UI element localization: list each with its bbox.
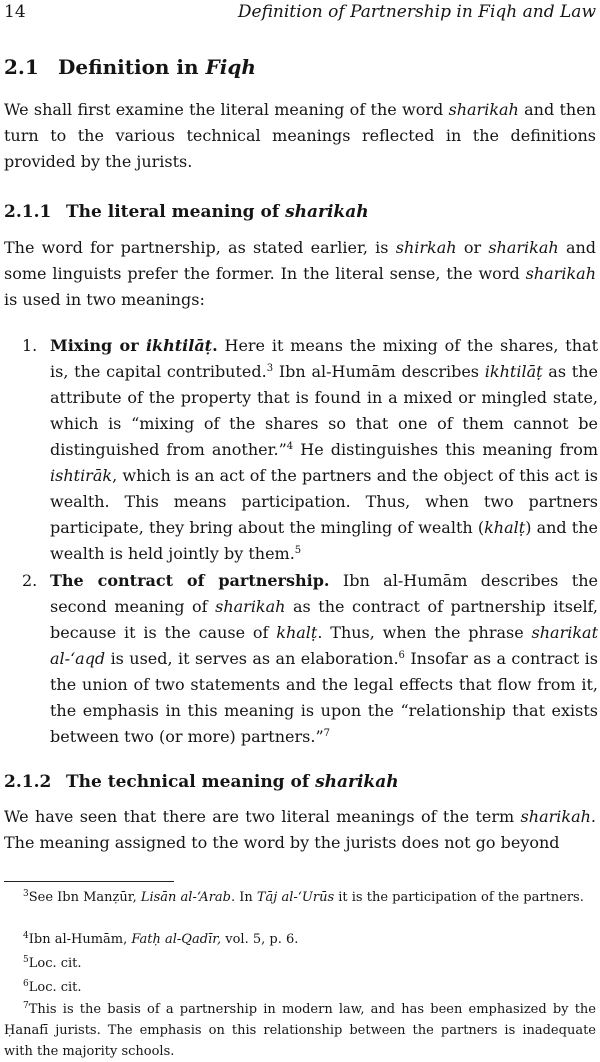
list-item-contract [22, 568, 598, 750]
subsection-number: 2.1.1 [4, 202, 52, 222]
list-item-text: Mixing or ikhtilāṭ. Here it means the mixing of the shares, that is, the capital contributed.$^3$ Ibn al-Humām describes ikhtilāṭ as the attribute of the property that is found in a mixed or mingled state, which is “mixing of the shares so that one of them cannot be distinguished from another.”$^4$ He distinguishes this meaning from ishtirāk, which is an act of the partners and the object of this act is wealth. This means participation. Thus, when two partners participate, they bring about the mingling of wealth (khalṭ) and the wealth is held jointly by them.$^5$ [50, 336, 599, 563]
section-heading [4, 55, 256, 79]
subsection-heading-literal [4, 201, 369, 223]
subsection-number: 2.1.2 [4, 772, 52, 792]
footnote-6: $^6$Loc. cit. [23, 979, 82, 995]
footnote-divider [4, 881, 174, 882]
footnote-4: $^4$Ibn al-Humām, Fatḥ al-Qadīr, vol. 5, p. 6. [23, 931, 299, 947]
footnote-3: $^3$See Ibn Manẓūr, Lisān al-‘Arab. In Tāj al-‘Urūs it is the participation of the partners. [23, 889, 584, 905]
running-title: Definition of Partnership in Fiqh and Law [237, 2, 596, 22]
literal-paragraph: The word for partnership, as stated earlier, is shirkah or sharikah and some linguists prefer the former. In the literal sense, the word sharikah is used in two meanings: [4, 238, 597, 309]
technical-paragraph: We have seen that there are two literal meanings of the term sharikah. The meaning assigned to the word by the jurists does not go beyond [4, 807, 596, 852]
subsection-title-italic: sharikah [315, 772, 399, 792]
list-item-number: 1. [22, 336, 38, 355]
subsection-title-italic: sharikah [285, 202, 369, 222]
section-title-italic: Fiqh [205, 55, 256, 79]
footnote-ref: 6 [398, 650, 405, 661]
subsection-title: The technical meaning of [66, 772, 310, 792]
footnote-7: $^7$This is the basis of a partnership in modern law, and has been emphasized by the Ḥanafī jurists. The emphasis on this relationship between the partners is inadequate with the majority schools. [4, 1001, 596, 1059]
list-item-text: The contract of partnership. Ibn al-Humām describes the second meaning of sharikah as the contract of partnership itself, because it is the cause of khalṭ. Thus, when the phrase sharikat al-‘aqd is used, it serves as an elaboration.$^6$ Insofar as a contract is the union of two statements and the legal effects that flow from it, the emphasis in this meaning is upon the “relationship that exists between two (or more) partners.”$^7$ [50, 571, 599, 746]
footnote-ref: 5 [294, 545, 302, 556]
footnote-ref: 7 [323, 728, 330, 739]
section-title: Definition in [58, 55, 199, 79]
footnote-ref: 4 [286, 441, 294, 452]
footnote-ref: 3 [266, 363, 274, 374]
footnote-5: $^5$Loc. cit. [23, 955, 82, 971]
intro-paragraph: We shall first examine the literal meaning of the word sharikah and then turn to the various technical meanings reflected in the definitions provided by the jurists. [4, 100, 597, 171]
page-number: 14 [4, 2, 26, 22]
list-item-mixing [22, 333, 598, 567]
list-item-number: 2. [22, 571, 38, 590]
subsection-heading-technical [4, 771, 399, 793]
subsection-title: The literal meaning of [66, 202, 280, 222]
section-number: 2.1 [4, 55, 39, 79]
